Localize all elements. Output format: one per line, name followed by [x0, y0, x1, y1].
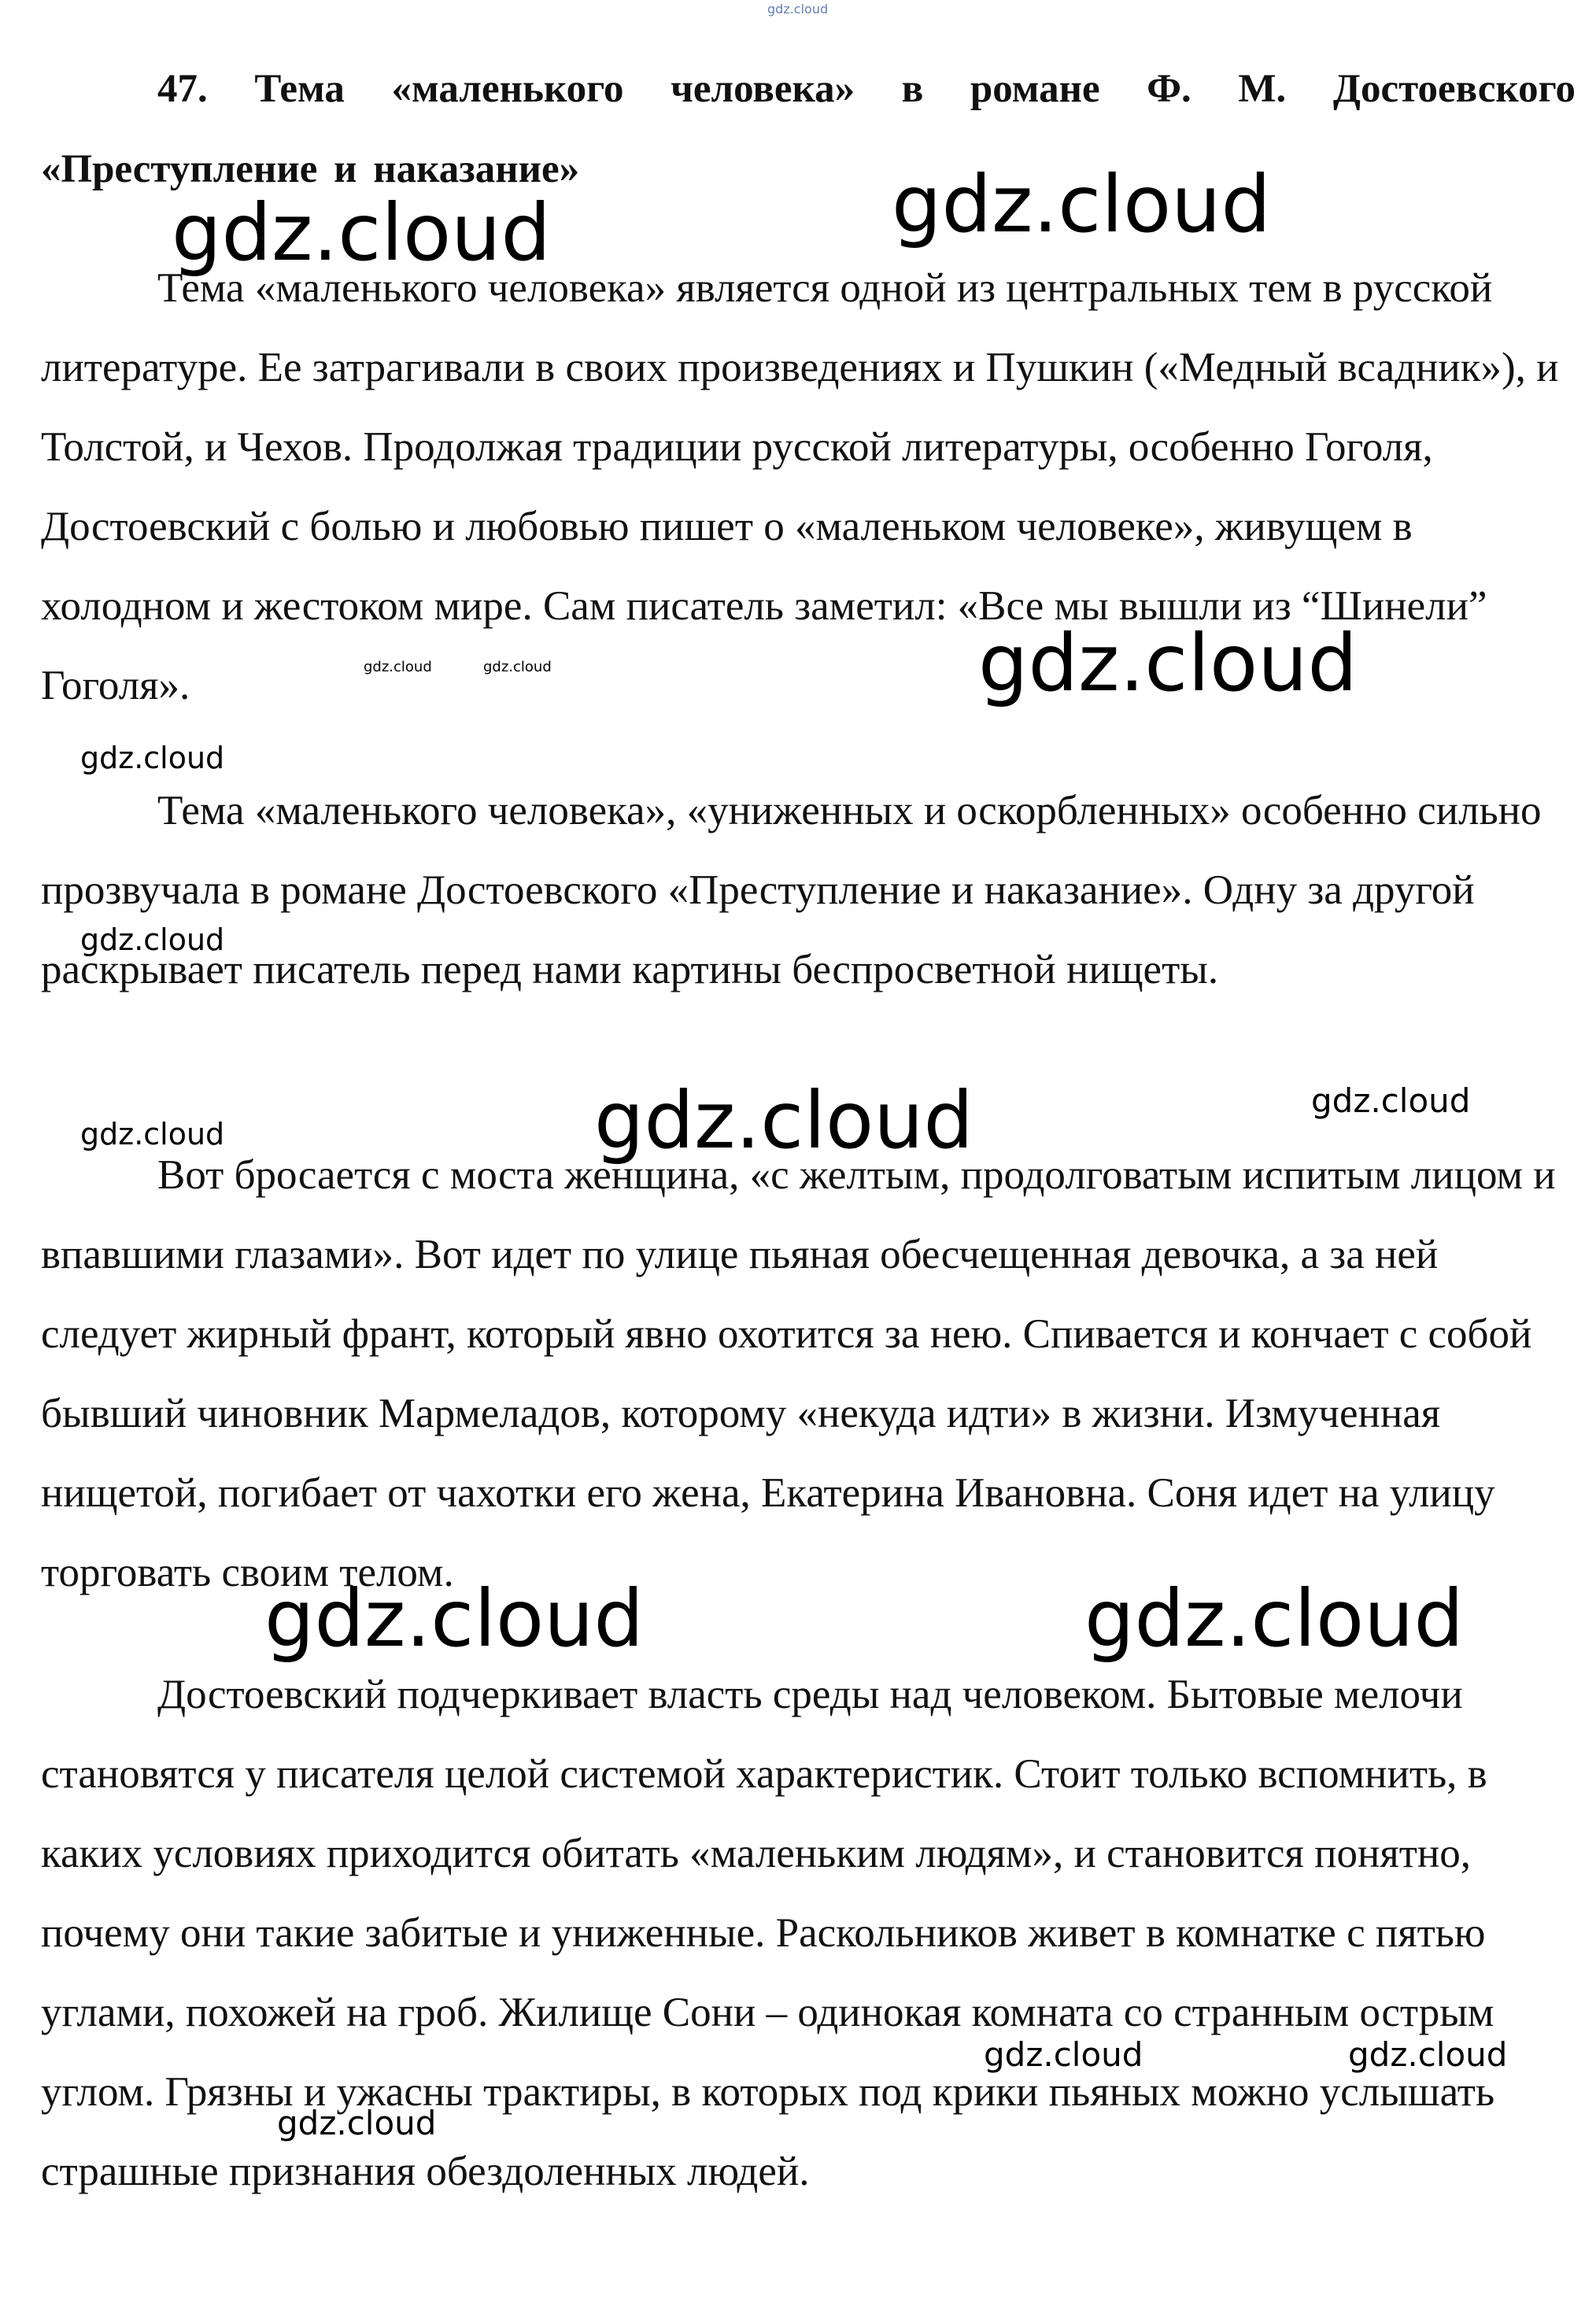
paragraph-3: Вот бросается с моста женщина, «с желтым, продолговатым испитым лицом и впавшими глазами». Вот идет по улице пьяная обесчещенная девочка, а за ней следует жирный франт, который явно охотится за нею. Спивается и кончает с собой бывший чиновник Мармеладов, которому «некуда идти» в жизни. Измученная нищетой, погибает от чахотки его жена, Екатерина Ивановна. Соня идет на улицу торговать своим телом. [41, 1152, 1556, 1595]
watermark: gdz.cloud [264, 1573, 645, 1665]
watermark: gdz.cloud [594, 1074, 974, 1166]
paragraph-2: Тема «маленького человека», «униженных и оскорбленных» особенно сильно прозвучала в романе Достоевского «Преступление и наказание». Одну за другой раскрывает писатель перед нами картины беспросветной нищеты. [41, 788, 1542, 992]
watermark: gdz.cloud [1348, 2035, 1508, 2074]
watermark-top: gdz.cloud [767, 2, 829, 17]
watermark: gdz.cloud [364, 659, 432, 675]
watermark: gdz.cloud [1311, 1081, 1471, 1120]
watermark: gdz.cloud [1084, 1573, 1465, 1665]
watermark: gdz.cloud [984, 2035, 1143, 2074]
watermark: gdz.cloud [277, 2104, 437, 2142]
paragraph-1: Тема «маленького человека» является одной из центральных тем в русской литературе. Ее затрагивали в своих произведениях и Пушкин («Медный всадник»), и Толстой, и Чехов. Продолжая традиции русской литературы, особенно Гоголя, Достоевский с болью и любовью пишет о «маленьком человеке», живущем в холодном и жестоком мире. Сам писатель заметил: «Все мы вышли из “Шинели” Гоголя». [41, 265, 1559, 708]
watermark: gdz.cloud [80, 1117, 225, 1151]
watermark: gdz.cloud [80, 741, 225, 775]
paragraph-4: Достоевский подчеркивает власть среды над человеком. Бытовые мелочи становятся у писателя целой системой характеристик. Стоит только вспомнить, в каких условиях приходится обитать «маленьким людям», и становится понятно, почему они такие забитые и униженные. Раскольников живет в комнатке с пятью углами, похожей на гроб. Жилище Сони – одинокая комната со странным острым углом. Грязны и ужасны трактиры, в которых под крики пьяных можно услышать страшные признания обездоленных людей. [41, 1672, 1495, 2194]
page-title: 47. Тема «маленького человека» в романе Ф. М. Достоевского «Преступление и наказание» [41, 67, 1576, 191]
watermark: gdz.cloud [892, 158, 1272, 250]
watermark: gdz.cloud [172, 187, 552, 279]
watermark: gdz.cloud [483, 659, 552, 675]
watermark: gdz.cloud [80, 922, 225, 957]
watermark: gdz.cloud [978, 617, 1358, 709]
